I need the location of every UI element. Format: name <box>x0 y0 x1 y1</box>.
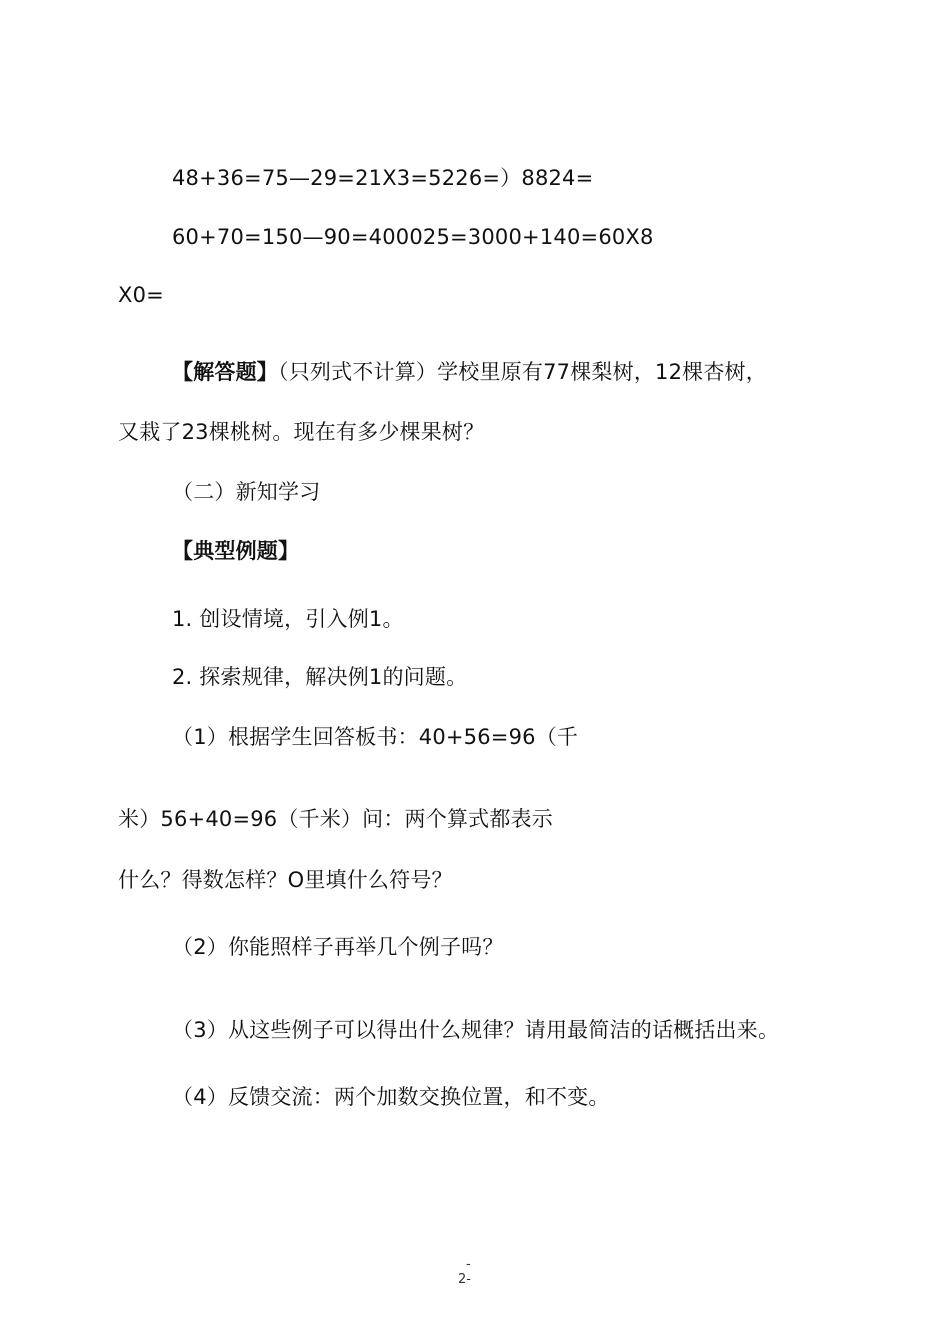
sub-step-1-line-1: （1）根据学生回答板书：40+56=96（千 <box>172 725 579 749</box>
answer-question-heading: 【解答题】 <box>172 360 278 384</box>
step-2: 2. 探索规律，解决例1的问题。 <box>172 665 468 689</box>
step-1: 1. 创设情境，引入例1。 <box>172 607 404 631</box>
word-problem-line-1 <box>172 358 767 386</box>
footer-dash: - <box>466 1257 471 1272</box>
equation-line-1: 48+36=75—29=21X3=5226=）8824= <box>172 166 594 190</box>
sub-step-1-line-2: 米）56+40=96（千米）问：两个算式都表示 <box>118 807 553 831</box>
word-problem-text: （只列式不计算）学校里原有77棵梨树，12棵杏树， <box>278 360 767 384</box>
equation-line-3: X0= <box>118 283 164 307</box>
typical-examples-heading: 【典型例题】 <box>172 539 300 563</box>
sub-step-1-line-3: 什么？得数怎样？O里填什么符号？ <box>118 868 453 892</box>
sub-step-4: （4）反馈交流：两个加数交换位置，和不变。 <box>172 1085 610 1109</box>
equation-line-2: 60+70=150—90=400025=3000+140=60X8 <box>172 225 654 249</box>
sub-step-2: （2）你能照样子再举几个例子吗？ <box>172 935 504 959</box>
page-number: 2- <box>458 1272 471 1287</box>
section-heading-new-knowledge: （二）新知学习 <box>172 480 321 504</box>
sub-step-3: （3）从这些例子可以得出什么规律？请用最简洁的话概括出来。 <box>172 1018 780 1042</box>
word-problem-line-2: 又栽了23棵桃树。现在有多少棵果树？ <box>118 420 485 444</box>
